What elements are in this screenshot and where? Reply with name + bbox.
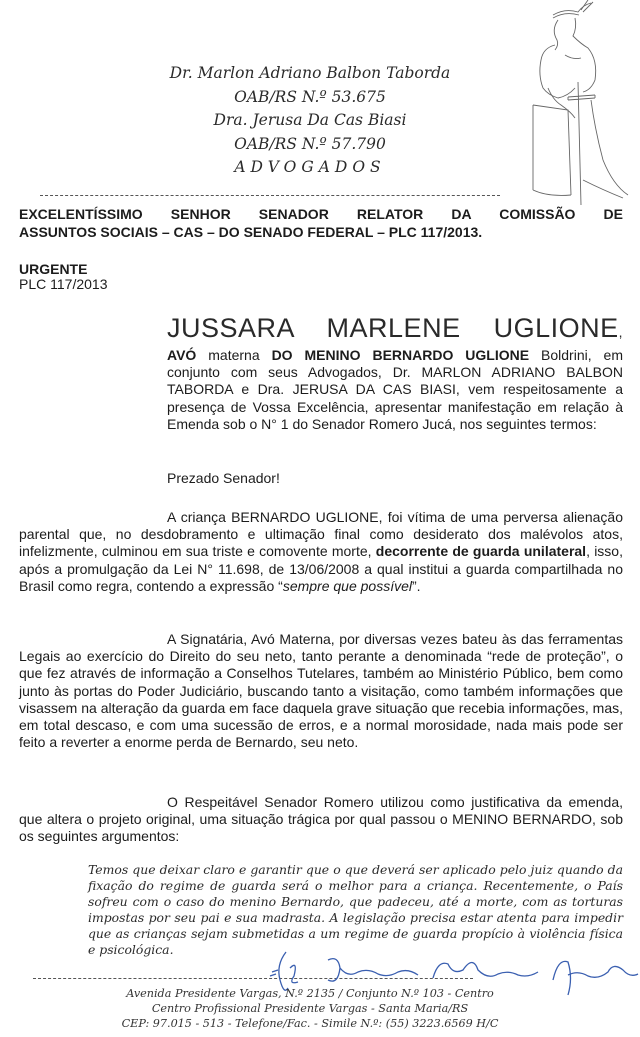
lawyer2-oab: OAB/RS N.º 57.790 (234, 134, 386, 153)
greeting: Prezado Senador! (167, 470, 280, 486)
paragraph-2 (19, 631, 623, 751)
text: A Signatária, Avó Materna, por diversas vezes bateu às das ferramentas Legais ao exercício do Direito do seu neto, tanto perante a denominada “rede de proteção”, o que fez através de informação a Conselhos Tutelares, também ao Ministério Público, bem como junto às portas do Poder Judiciário, buscando tanto a visitação, como também informações que visassem na alteração da guarda em face daquela grave situação que recebia informações, mas, em total descaso, e com uma sucessão de erros, e a normal morosidade, nada mais pode ser feito a reverter a enorme perda de Bernardo, seu neto. (19, 631, 623, 751)
lawyer2-name: Dra. Jerusa Da Cas Biasi (213, 111, 407, 129)
lawyer1-oab: OAB/RS N.º 53.675 (234, 87, 386, 106)
addressee-line1: EXCELENTÍSSIMO SENHOR SENADOR RELATOR DA COMISSÃO DE (19, 206, 623, 222)
text: ”. (412, 577, 421, 594)
intro-text: Boldrini, em conjunto com seus Advogados, Dr. MARLON ADRIANO BALBON TABORDA e Dra. JERUSA DA CAS BIASI, vem respeitosamente a presença de Vossa Excelência, apresentar manifestação em relação à Emenda sob o N° 1 do Senador Romero Jucá, nos seguintes termos: (167, 347, 623, 432)
petitioner-intro (167, 347, 623, 433)
emphasis: decorrente de guarda unilateral (375, 543, 587, 560)
petitioner-name-line (167, 313, 623, 347)
lady-justice-icon (503, 0, 640, 205)
text: , isso, após a promulgação da Lei N° 11.698, de 13/06/2008 a qual institui a guarda compartilhada no Brasil como regra, contendo a expressão “ (19, 543, 623, 594)
lawyer1-name: Dr. Marlon Adriano Balbon Taborda (169, 64, 451, 82)
addressee-line2: ASSUNTOS SOCIAIS – CAS – DO SENADO FEDERAL – PLC 117/2013. (19, 224, 483, 240)
intro-bold-avo: AVÓ (167, 347, 197, 363)
text: O Respeitável Senador Romero utilizou como justificativa da emenda, que altera o projeto original, uma situação trágica por qual passou o MENINO BERNARDO, sob os seguintes argumentos: (19, 794, 623, 845)
quote-phrase: sempre que possível (282, 577, 412, 594)
urgent-label: URGENTE (19, 261, 88, 277)
intro-text: materna (196, 347, 272, 363)
footer-address (100, 986, 520, 1031)
footer-line3: CEP: 97.015 - 513 - Telefone/Fac. - Simile N.º: (55) 3223.6569 H/C (121, 1017, 499, 1030)
text: A criança BERNARDO UGLIONE, foi vítima de uma perversa alienação parental que, no desdobramento e ultimação final como desiderato dos malévolos atos, infelizmente, culminou em sua triste e comovente morte, (19, 509, 623, 560)
addressee (19, 205, 623, 241)
paragraph-1 (19, 509, 623, 595)
letterhead-title: ADVOGADOS (234, 158, 386, 176)
letterhead (120, 62, 500, 180)
petitioner-name: JUSSARA MARLENE UGLIONE (167, 313, 619, 343)
footer-line2: Centro Profissional Presidente Vargas - Santa Maria/RS (151, 1002, 469, 1015)
footer-line1: Avenida Presidente Vargas, N.º 2135 / Conjunto N.º 103 - Centro (126, 987, 494, 1000)
paragraph-3 (19, 794, 623, 846)
divider (40, 195, 500, 196)
reference: PLC 117/2013 (19, 276, 108, 292)
petitioner-block (167, 313, 623, 433)
urgency-block (19, 262, 107, 292)
intro-bold-menino: DO MENINO BERNARDO UGLIONE (271, 347, 530, 363)
name-punct: , (618, 324, 623, 340)
block-quote: Temos que deixar claro e garantir que o que deverá ser aplicado pelo juiz quando da fixação do regime de guarda será o melhor para a criança. Recentemente, o País sofreu com o caso do menino Bernardo, que padeceu, até a morte, com as torturas impostas por seu pai e sua madrasta. A legislação precisa estar atenta para impedir que as crianças sejam submetidas a um regime de guarda propício à violência física e psicológica. (88, 862, 623, 957)
